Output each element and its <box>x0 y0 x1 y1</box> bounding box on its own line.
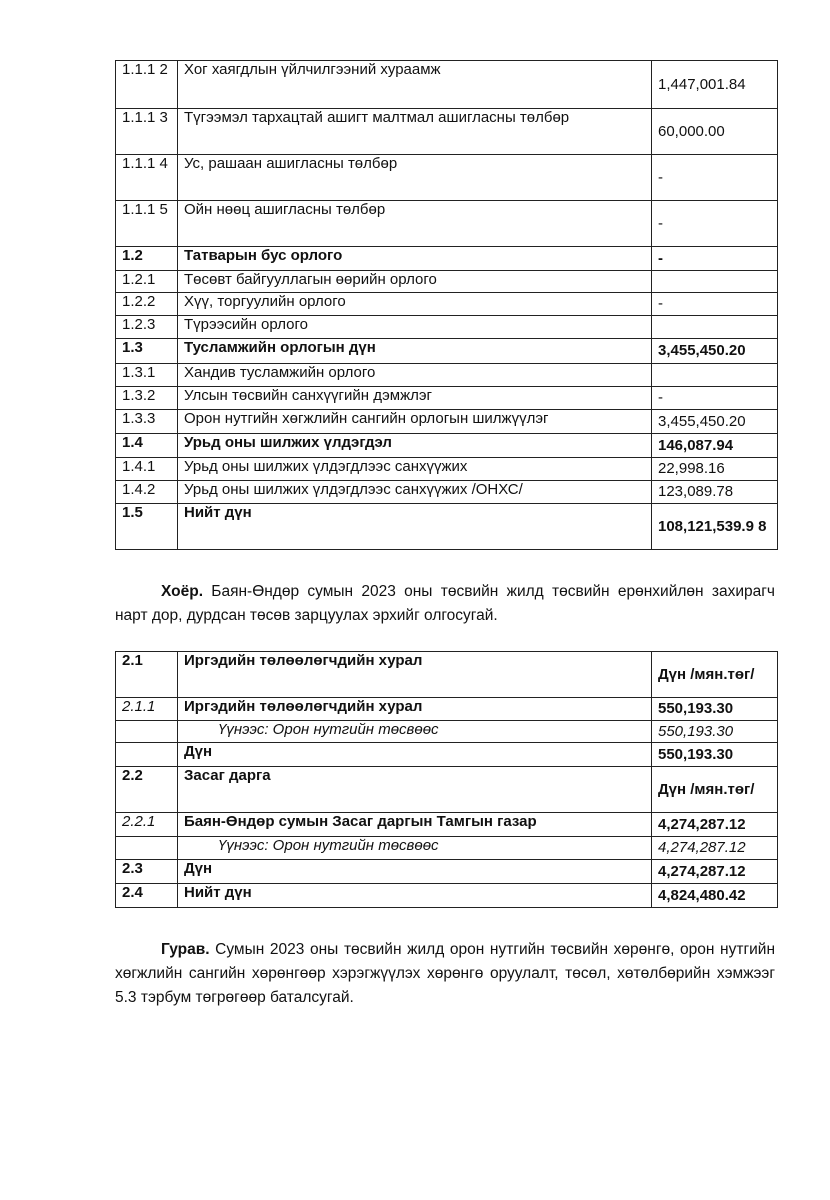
row-code <box>116 721 178 743</box>
authority-row <box>116 721 778 743</box>
authority-row <box>116 884 778 908</box>
revenue-row <box>116 316 778 339</box>
authority-row <box>116 743 778 767</box>
revenue-row <box>116 434 778 458</box>
row-amount: 3,455,450.20 <box>652 410 778 434</box>
row-code: 2.1.1 <box>116 698 178 721</box>
revenue-row <box>116 201 778 247</box>
row-amount: Дүн /мян.төг/ <box>652 767 778 813</box>
row-label: Төсөвт байгууллагын өөрийн орлого <box>178 271 652 293</box>
authority-row <box>116 652 778 698</box>
row-amount: 550,193.30 <box>652 743 778 767</box>
row-label: Урьд оны шилжих үлдэгдлээс санхүүжих /ОНХС/ <box>178 481 652 504</box>
row-code: 1.4 <box>116 434 178 458</box>
row-label: Иргэдийн төлөөлөгчдийн хурал <box>178 652 652 698</box>
row-code <box>116 743 178 767</box>
row-label: Ойн нөөц ашигласны төлбөр <box>178 201 652 247</box>
row-amount <box>652 271 778 293</box>
row-amount: - <box>652 247 778 271</box>
row-label: Улсын төсвийн санхүүгийн дэмжлэг <box>178 387 652 410</box>
revenue-row <box>116 271 778 293</box>
row-amount: 550,193.30 <box>652 721 778 743</box>
row-label: Дүн <box>178 743 652 767</box>
row-amount: 3,455,450.20 <box>652 339 778 364</box>
row-code: 2.2.1 <box>116 813 178 837</box>
row-amount <box>652 364 778 387</box>
row-amount: 146,087.94 <box>652 434 778 458</box>
row-label: Хог хаягдлын үйлчилгээний хураамж <box>178 61 652 109</box>
row-label: Нийт дүн <box>178 884 652 908</box>
row-label: Иргэдийн төлөөлөгчдийн хурал <box>178 698 652 721</box>
row-amount: Дүн /мян.төг/ <box>652 652 778 698</box>
row-label: Түгээмэл тархацтай ашигт малтмал ашигласны төлбөр <box>178 109 652 155</box>
row-code: 1.1.1 4 <box>116 155 178 201</box>
row-label: Баян-Өндөр сумын Засаг даргын Тамгын газар <box>178 813 652 837</box>
row-amount: 4,274,287.12 <box>652 813 778 837</box>
authority-row <box>116 860 778 884</box>
section-two-paragraph <box>115 580 775 628</box>
row-code: 2.1 <box>116 652 178 698</box>
row-code: 1.2.3 <box>116 316 178 339</box>
row-code: 1.3.1 <box>116 364 178 387</box>
section-two-lead: Хоёр. <box>161 583 203 600</box>
row-code: 1.1.1 2 <box>116 61 178 109</box>
revenue-row <box>116 458 778 481</box>
revenue-row <box>116 61 778 109</box>
revenue-row <box>116 364 778 387</box>
row-label: Урьд оны шилжих үлдэгдлээс санхүүжих <box>178 458 652 481</box>
row-label: Дүн <box>178 860 652 884</box>
row-code: 2.2 <box>116 767 178 813</box>
row-label: Үүнээс: Орон нутгийн төсвөөс <box>178 837 652 860</box>
row-code: 1.1.1 5 <box>116 201 178 247</box>
row-code: 1.4.2 <box>116 481 178 504</box>
row-label: Тусламжийн орлогын дүн <box>178 339 652 364</box>
row-label: Хүү, торгуулийн орлого <box>178 293 652 316</box>
section-three-lead: Гурав. <box>161 941 210 958</box>
row-label: Нийт дүн <box>178 504 652 550</box>
row-amount: - <box>652 293 778 316</box>
row-code: 1.3.3 <box>116 410 178 434</box>
row-label: Түрээсийн орлого <box>178 316 652 339</box>
row-amount: - <box>652 201 778 247</box>
row-amount: 60,000.00 <box>652 109 778 155</box>
revenue-row <box>116 155 778 201</box>
row-code: 1.1.1 3 <box>116 109 178 155</box>
section-three-paragraph <box>115 938 775 1010</box>
row-amount: 4,824,480.42 <box>652 884 778 908</box>
row-code: 2.4 <box>116 884 178 908</box>
row-label: Орон нутгийн хөгжлийн сангийн орлогын шилжүүлэг <box>178 410 652 434</box>
revenue-row <box>116 410 778 434</box>
row-label: Татварын бус орлого <box>178 247 652 271</box>
revenue-row <box>116 339 778 364</box>
row-code: 1.5 <box>116 504 178 550</box>
row-amount: 22,998.16 <box>652 458 778 481</box>
row-label: Хандив тусламжийн орлого <box>178 364 652 387</box>
row-code: 1.2 <box>116 247 178 271</box>
row-amount: 4,274,287.12 <box>652 860 778 884</box>
row-code: 1.3 <box>116 339 178 364</box>
row-amount <box>652 316 778 339</box>
row-code: 1.2.2 <box>116 293 178 316</box>
row-amount: 1,447,001.84 <box>652 61 778 109</box>
revenue-row <box>116 504 778 550</box>
row-label: Ус, рашаан ашигласны төлбөр <box>178 155 652 201</box>
row-amount: 550,193.30 <box>652 698 778 721</box>
row-amount: - <box>652 155 778 201</box>
row-code: 1.2.1 <box>116 271 178 293</box>
budget-authority-table <box>115 651 778 908</box>
revenue-table <box>115 60 778 550</box>
revenue-row <box>116 109 778 155</box>
authority-row <box>116 767 778 813</box>
row-code <box>116 837 178 860</box>
row-amount: 108,121,539.9 8 <box>652 504 778 550</box>
section-two-text: Баян-Өндөр сумын 2023 оны төсвийн жилд төсвийн ерөнхийлөн захирагч нарт дор, дурдсан төсөв зарцуулах эрхийг олгосугай. <box>115 583 775 624</box>
row-label: Үүнээс: Орон нутгийн төсвөөс <box>178 721 652 743</box>
row-amount: - <box>652 387 778 410</box>
row-code: 1.3.2 <box>116 387 178 410</box>
row-label: Засаг дарга <box>178 767 652 813</box>
row-code: 1.4.1 <box>116 458 178 481</box>
section-three-text: Сумын 2023 оны төсвийн жилд орон нутгийн төсвийн хөрөнгө, орон нутгийн хөгжлийн сангийн хөрөнгөөр хэрэгжүүлэх хөрөнгө оруулалт, төсөл, хөтөлбөрийн хэмжээг 5.3 тэрбум төгрөгөөр баталсугай. <box>115 941 775 1006</box>
revenue-row <box>116 481 778 504</box>
row-label: Урьд оны шилжих үлдэгдэл <box>178 434 652 458</box>
revenue-row <box>116 293 778 316</box>
authority-row <box>116 837 778 860</box>
authority-row <box>116 813 778 837</box>
row-amount: 4,274,287.12 <box>652 837 778 860</box>
row-amount: 123,089.78 <box>652 481 778 504</box>
revenue-row <box>116 247 778 271</box>
revenue-row <box>116 387 778 410</box>
authority-row <box>116 698 778 721</box>
row-code: 2.3 <box>116 860 178 884</box>
